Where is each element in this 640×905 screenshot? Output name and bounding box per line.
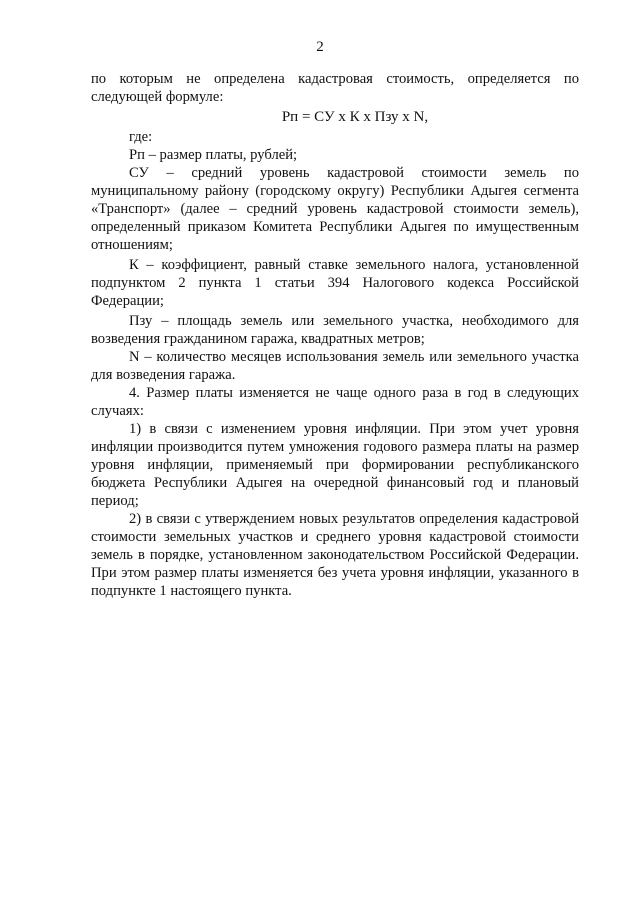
- definition-rp: Рп – размер платы, рублей;: [129, 147, 298, 163]
- clause-4-item-1: 1) в связи с изменением уровня инфляции. При этом учет уровня инфляции производится путем умножения годового размера платы на размер уровня инфляции, применяемый при формировании республиканского бюджета Республики Адыгея на очередной финансовый год и плановый период;: [91, 421, 579, 509]
- where-label: где:: [129, 129, 153, 145]
- clause-4: 4. Размер платы изменяется не чаще одного раза в год в следующих случаях:: [91, 385, 579, 419]
- clause-4-item-2: 2) в связи с утверждением новых результатов определения кадастровой стоимости земельных участков и среднего уровня кадастровой стоимости земель в порядке, установленном законодательством Российской Федерации. При этом размер платы изменяется без учета уровня инфляции, указанного в подпункте 1 настоящего пункта.: [91, 511, 579, 599]
- page-number: 2: [316, 39, 324, 55]
- definition-pzu: Пзу – площадь земель или земельного участка, необходимого для возведения гражданином гаража, квадратных метров;: [91, 313, 579, 347]
- document-body: [91, 70, 579, 600]
- definition-n: N – количество месяцев использования земель или земельного участка для возведения гаража.: [91, 349, 579, 383]
- intro-paragraph: по которым не определена кадастровая стоимость, определяется по следующей формуле:: [91, 71, 579, 105]
- payment-formula: Рп = СУ x К x Пзу x N,: [281, 109, 429, 125]
- definition-su: СУ – средний уровень кадастровой стоимости земель по муниципальному району (городскому округу) Республики Адыгея сегмента «Транспорт» (далее – средний уровень кадастровой стоимости земель), определенный приказом Комитета Республики Адыгея по имущественным отношениям;: [91, 165, 579, 253]
- definition-k: К – коэффициент, равный ставке земельного налога, установленной подпунктом 2 пункта 1 статьи 394 Налогового кодекса Российской Федерации;: [91, 257, 579, 309]
